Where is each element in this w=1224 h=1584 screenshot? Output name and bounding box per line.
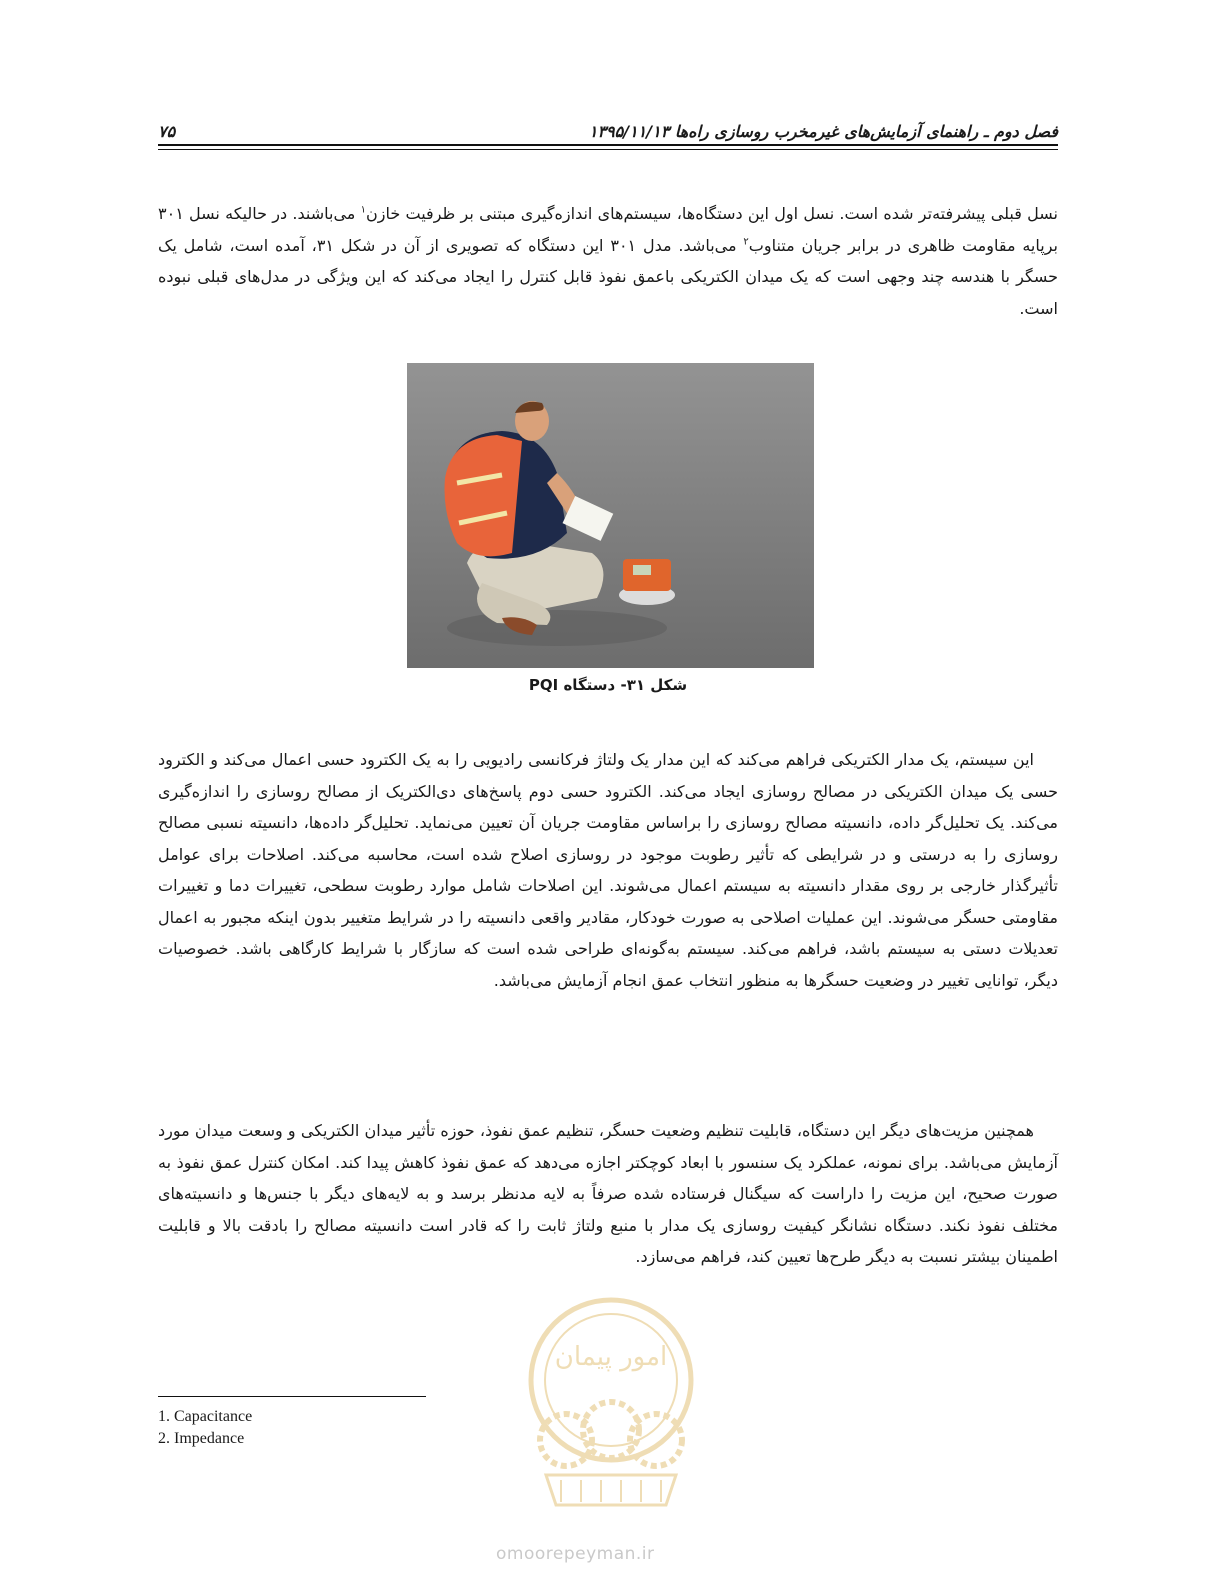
running-title: فصل دوم ـ راهنمای آزمایش‌های غیرمخرب روسازی راه‌ها ۱۳۹۵/۱۱/۱۳ [588,122,1058,141]
page-number: ۷۵ [158,122,176,141]
gear-emblem-icon [486,1290,736,1515]
paragraph-1-part-a: نسل قبلی پیشرفته‌تر شده است. نسل اول این دستگاه‌ها، سیستم‌های اندازه‌گیری مبتنی بر ظرفیت خازن [366,204,1058,223]
safety-vest [445,435,523,556]
paragraph-2: این سیستم، یک مدار الکتریکی فراهم می‌کند که این مدار یک ولتاژ فرکانسی رادیویی را به یک الکترود حسی اعمال می‌کند و الکترود حسی یک میدان الکتریکی در مصالح روسازی ایجاد می‌کند. الکترود حسی دوم پاسخ‌های دی‌الکتریک از مصالح روسازی را اندازه‌گیری می‌کند. یک تحلیل‌گر داده، دانسیته مصالح روسازی را براساس مقاومت جریان آن تعیین می‌نماید. تحلیل‌گر داده‌ها، دانسیته نسبی مصالح روسازی را به درستی و در شرایطی که تأثیر رطوبت موجود در روسازی اصلاح شده است، محاسبه می‌کند. اصلاحات برای عوامل تأثیرگذار خارجی بر روی مقدار دانسیته به سیستم اعمال می‌شوند. این اصلاحات شامل موارد رطوبت سطحی، تغییرات دما و تغییرات مقاومتی حسگر می‌شوند. این عملیات اصلاحی به صورت خودکار، مقادیر واقعی دانسیته را در شرایط متغییر بدون اینکه مجبور به اعمال تعدیلات دستی به سیستم باشد، فراهم می‌کند. سیستم به‌گونه‌ای طراحی شده است که سازگار با شرایط کارگاهی باشد. خصوصیات دیگر، توانایی تغییر در وضعیت حسگرها به منظور انتخاب عمق انجام آزمایش می‌باشد. [158,750,1058,990]
footnotes [158,1406,252,1450]
footnote-ref-2[interactable]: ۲ [743,236,749,248]
footnote-ref-1[interactable]: ۱ [360,204,367,216]
paragraph-1-part-c: می‌باشد. مدل ۳۰۱ این دستگاه که تصویری از آن در شکل ۳۱، آمده است، شامل یک حسگر با هندسه چند وجهی است که یک میدان الکتریکی باعمق نفوذ قابل کنترل را ایجاد می‌کند که این ویژگی در مدل‌های قبلی نبوده است. [158,235,1058,318]
paragraph-1 [158,198,1058,324]
page-header [158,118,1058,150]
paragraph-1-part-b: می‌باشند. در حالیکه نسل ۳۰۱ برپایه مقاومت ظاهری در برابر جریان متناوب [158,204,1058,255]
footnote-separator [158,1396,426,1397]
figure-caption: شکل ۳۱- دستگاه PQI [528,676,688,694]
header-rule [158,144,1058,146]
figure-pqi-photo [407,363,814,668]
watermark-logo-text: امور پیمان [554,1342,668,1372]
watermark-logo [486,1290,736,1515]
footnote-2: 2. Impedance [158,1430,245,1447]
header-rule-thin [158,149,1058,150]
footnote-1: 1. Capacitance [158,1408,253,1425]
shadow [447,610,667,646]
device-screen [633,565,651,575]
watermark-url: omoorepeyman.ir [496,1544,655,1564]
paragraph-3: همچنین مزیت‌های دیگر این دستگاه، قابلیت تنظیم وضعیت حسگر، تنظیم عمق نفوذ، حوزه تأثیر میدان الکتریکی و وسعت میدان مورد آزمایش می‌باشد. برای نمونه، عملکرد یک سنسور با ابعاد کوچکتر اجازه می‌دهد که عمق نفوذ کاهش پیدا کند. امکان کنترل عمق نفوذ به صورت صحیح، این مزیت را داراست که سیگنال فرستاده شده صرفاً به لایه مدنظر برسد و به لایه‌های دیگر با جنس‌ها و دانسیته‌های مختلف نفوذ نکند. دستگاه نشانگر کیفیت روسازی یک مدار با منبع ولتاژ ثابت را که قادر است دانسیته مصالح را بادقت بالا و قابلیت اطمینان بیشتر نسبت به دیگر طرح‌ها تعیین کند، فراهم می‌سازد. [158,1121,1058,1266]
pqi-photo-illustration [407,363,814,668]
